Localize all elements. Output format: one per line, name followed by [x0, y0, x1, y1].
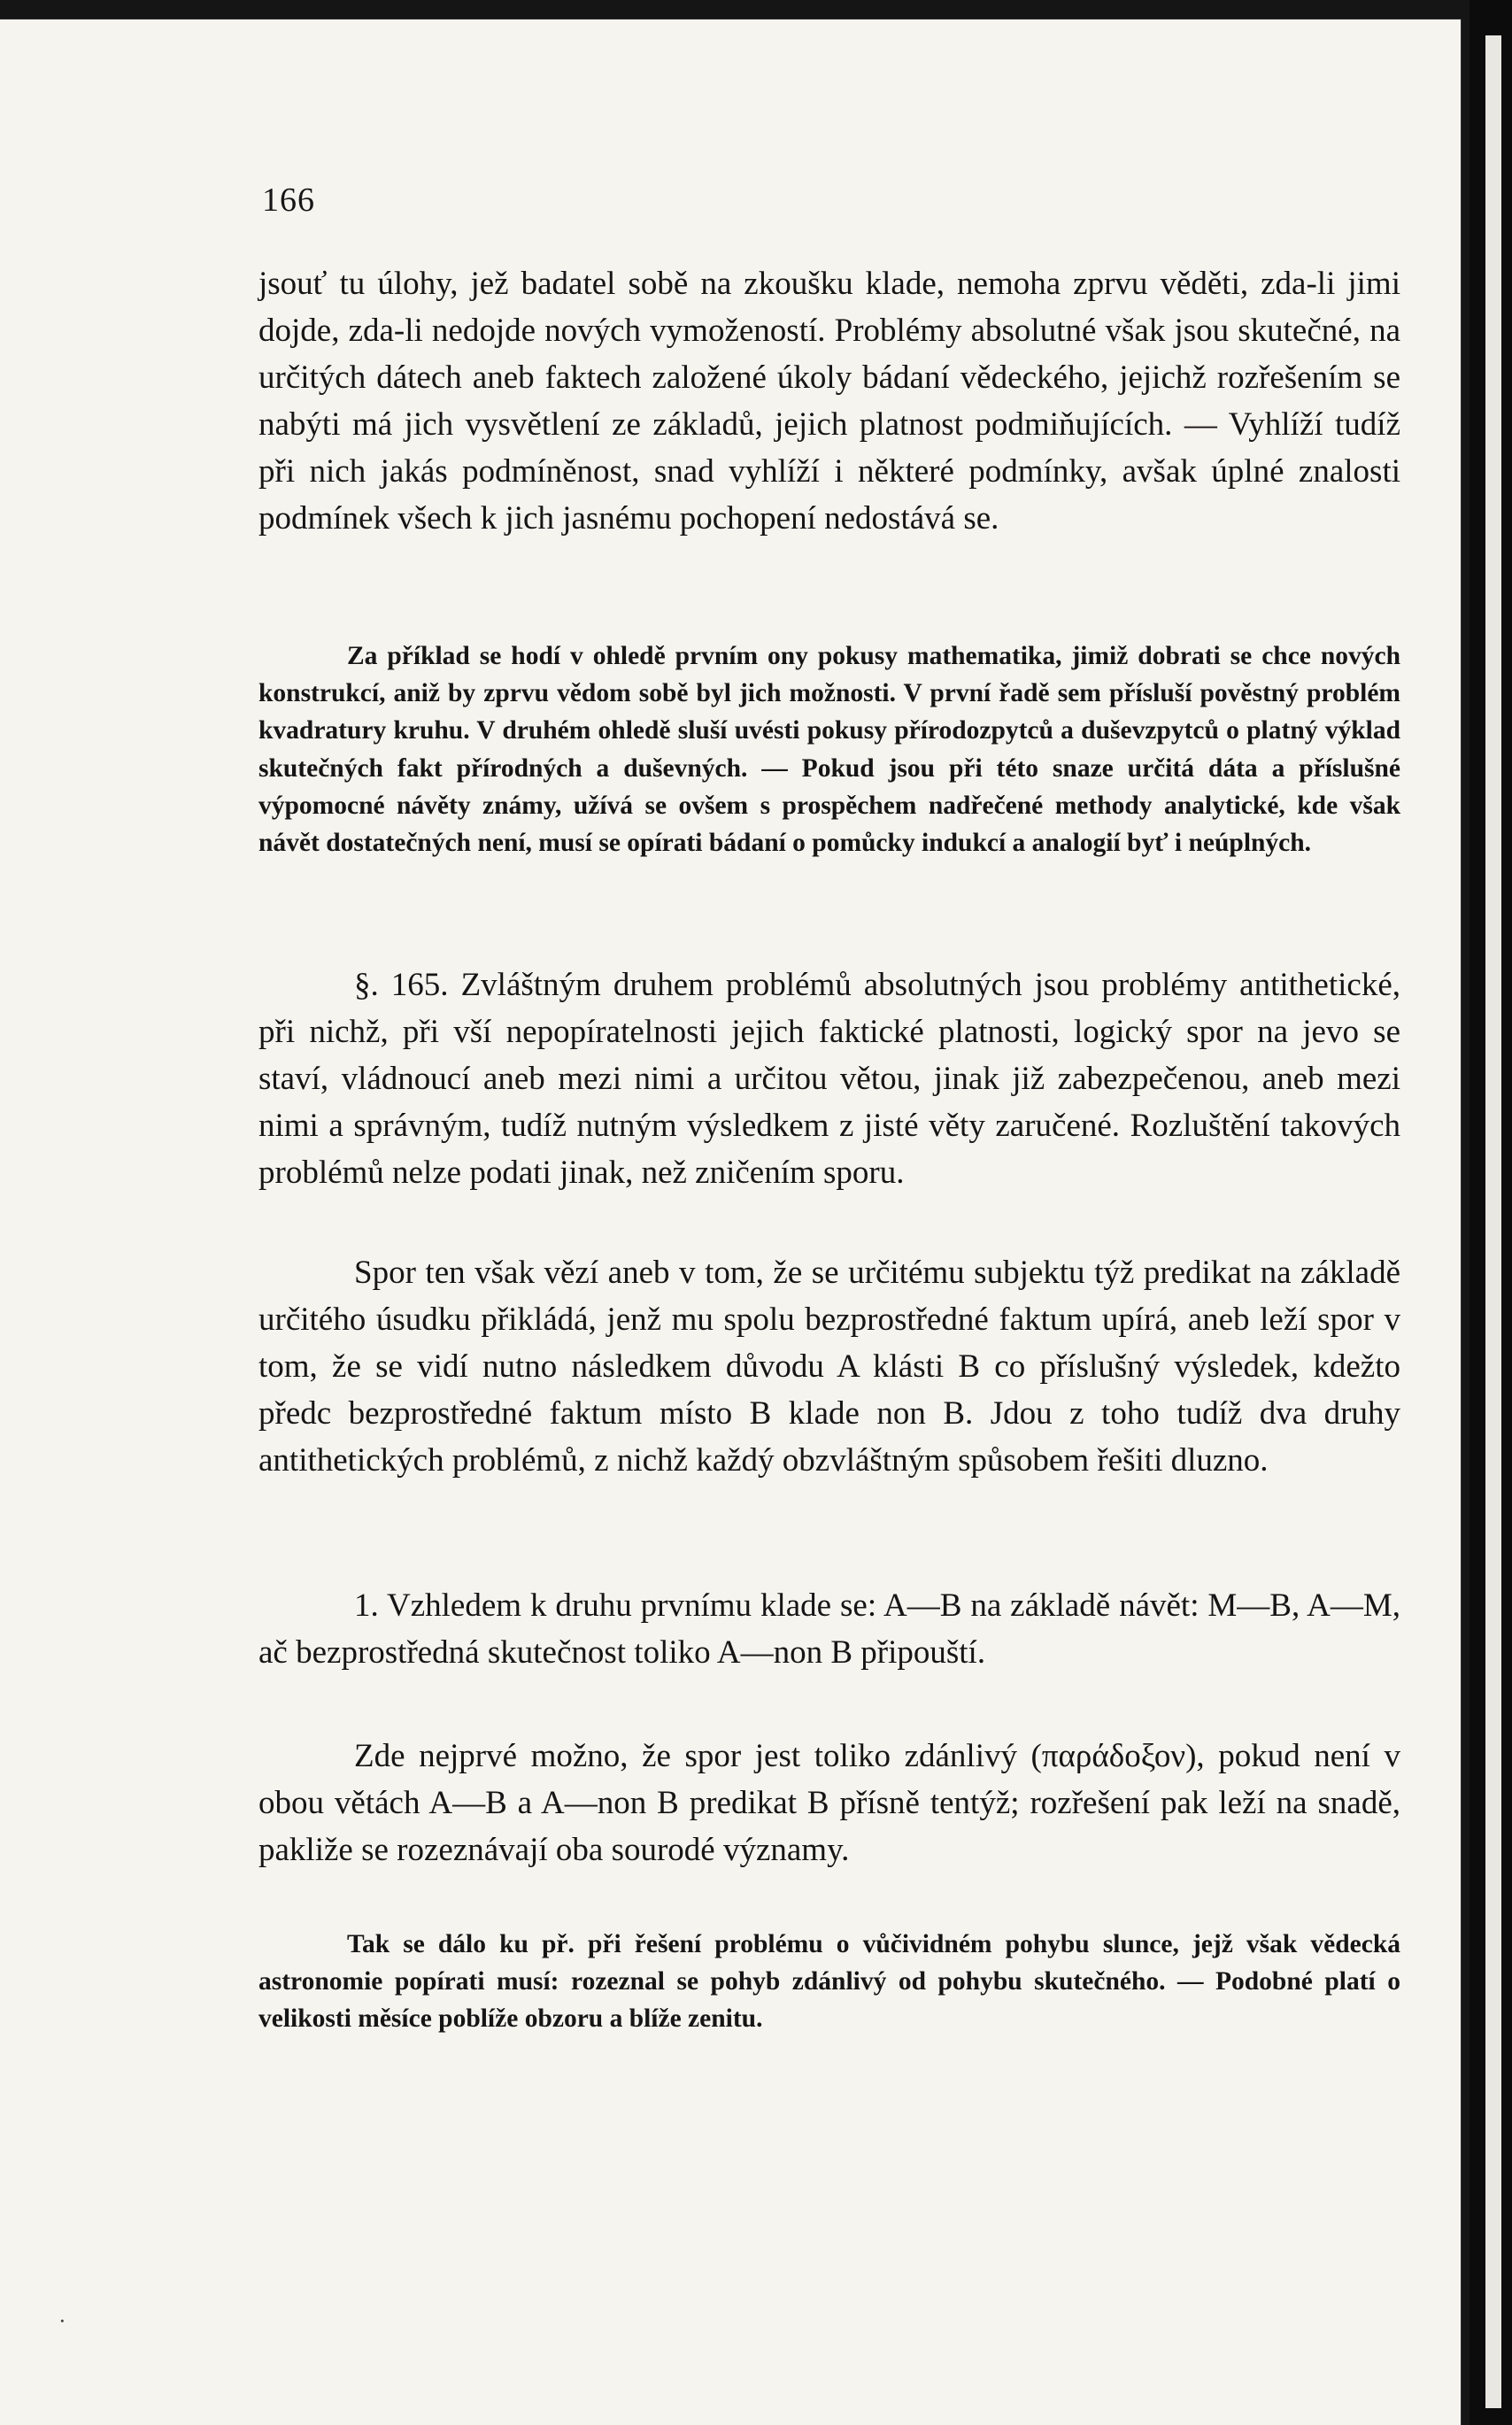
note-example: Za příklad se hodí v ohledě prvním ony pokusy mathematika, jimiž dobrati se chce nových konstrukcí, aniž by zprvu vědom sobě byl jich možnosti. V první řadě sem přísluší pověstný problém kvadratury kruhu. V druhém ohledě sluší uvésti pokusy přírodozpytců a duševzpytců o platný výklad skutečných fakt přírodných a duševných. — Pokud jsou při této snaze určitá dáta a příslušné výpomocné návěty známy, užívá se ovšem s prospěchem nadřečené methody analytické, kde však návět dostatečných není, musí se opírati bádaní o pomůcky indukcí a analogií byť i neúplných. [258, 642, 1400, 858]
note-astronomy: Tak se dálo ku př. při řešení problému o vůčividném pohybu slunce, jejž však vědecká astronomie popírati musí: rozeznal se pohyb zdánlivý od pohybu skutečného. — Podobné platí o velikosti měsíce poblíže obzoru a blíže zenitu. [258, 1930, 1400, 2034]
paragraph-section-165: §. 165. Zvláštným druhem problémů absolutných jsou problémy antithetické, při nichž, při vší nepopíratelnosti jejich faktické platnosti, logický spor na jevo se staví, vládnoucí aneb mezi nimi a určitou větou, jinak již zabezpečenou, aneb mezi nimi a správným, tudíž nutným výsledkem z jisté věty zaručené. Rozluštění takových problémů nelze podati jinak, než zničením sporu. [258, 967, 1400, 1191]
paragraph-zde: Zde nejprvé možno, že spor jest toliko zdánlivý (παράδοξον), pokud není v obou větách A—B a A—non B predikat B přísně tentýž; rozřešení pak leží na snadě, pakliže se rozeznávají oba sourodé významy. [258, 1738, 1400, 1868]
scan-speck: · [58, 2308, 66, 2334]
facing-page-edge [1485, 35, 1501, 2408]
paragraph-spor: Spor ten však vězí aneb v tom, že se určitému subjektu týž predikat na základě určitého úsudku přikládá, jenž mu spolu bezprostředné faktum upírá, aneb leží spor v tom, že se vidí nutno následkem důvodu A klásti B co příslušný výsledek, kdežto předc bezprostředné faktum místo B klade non B. Jdou z toho tudíž dva druhy antithetických problémů, z nichž každý obzvláštným spůsobem řešiti dluzno. [258, 1255, 1400, 1479]
paragraph-intro: jsouť tu úlohy, jež badatel sobě na zkoušku klade, nemoha zprvu věděti, zda-li jimi dojde, zda-li nedojde nových vymožeností. Problémy absolutné však jsou skutečné, na určitých dátech aneb faktech založené úkoly bádaní vědeckého, jejichž rozřešením se nabýti má jich vysvětlení ze základů, jejich platnost podmiňujících. — Vyhlíží tudíž při nich jakás podmíněnost, snad vyhlíží i některé podmínky, avšak úplné znalosti podmínek všech k jich jasnému pochopení nedostává se. [258, 266, 1400, 537]
page-number: 166 [262, 181, 315, 219]
paragraph-case-one: 1. Vzhledem k druhu prvnímu klade se: A—B na základě návět: M—B, A—M, ač bezprostředná skutečnost toliko A—non B připouští. [258, 1587, 1400, 1671]
